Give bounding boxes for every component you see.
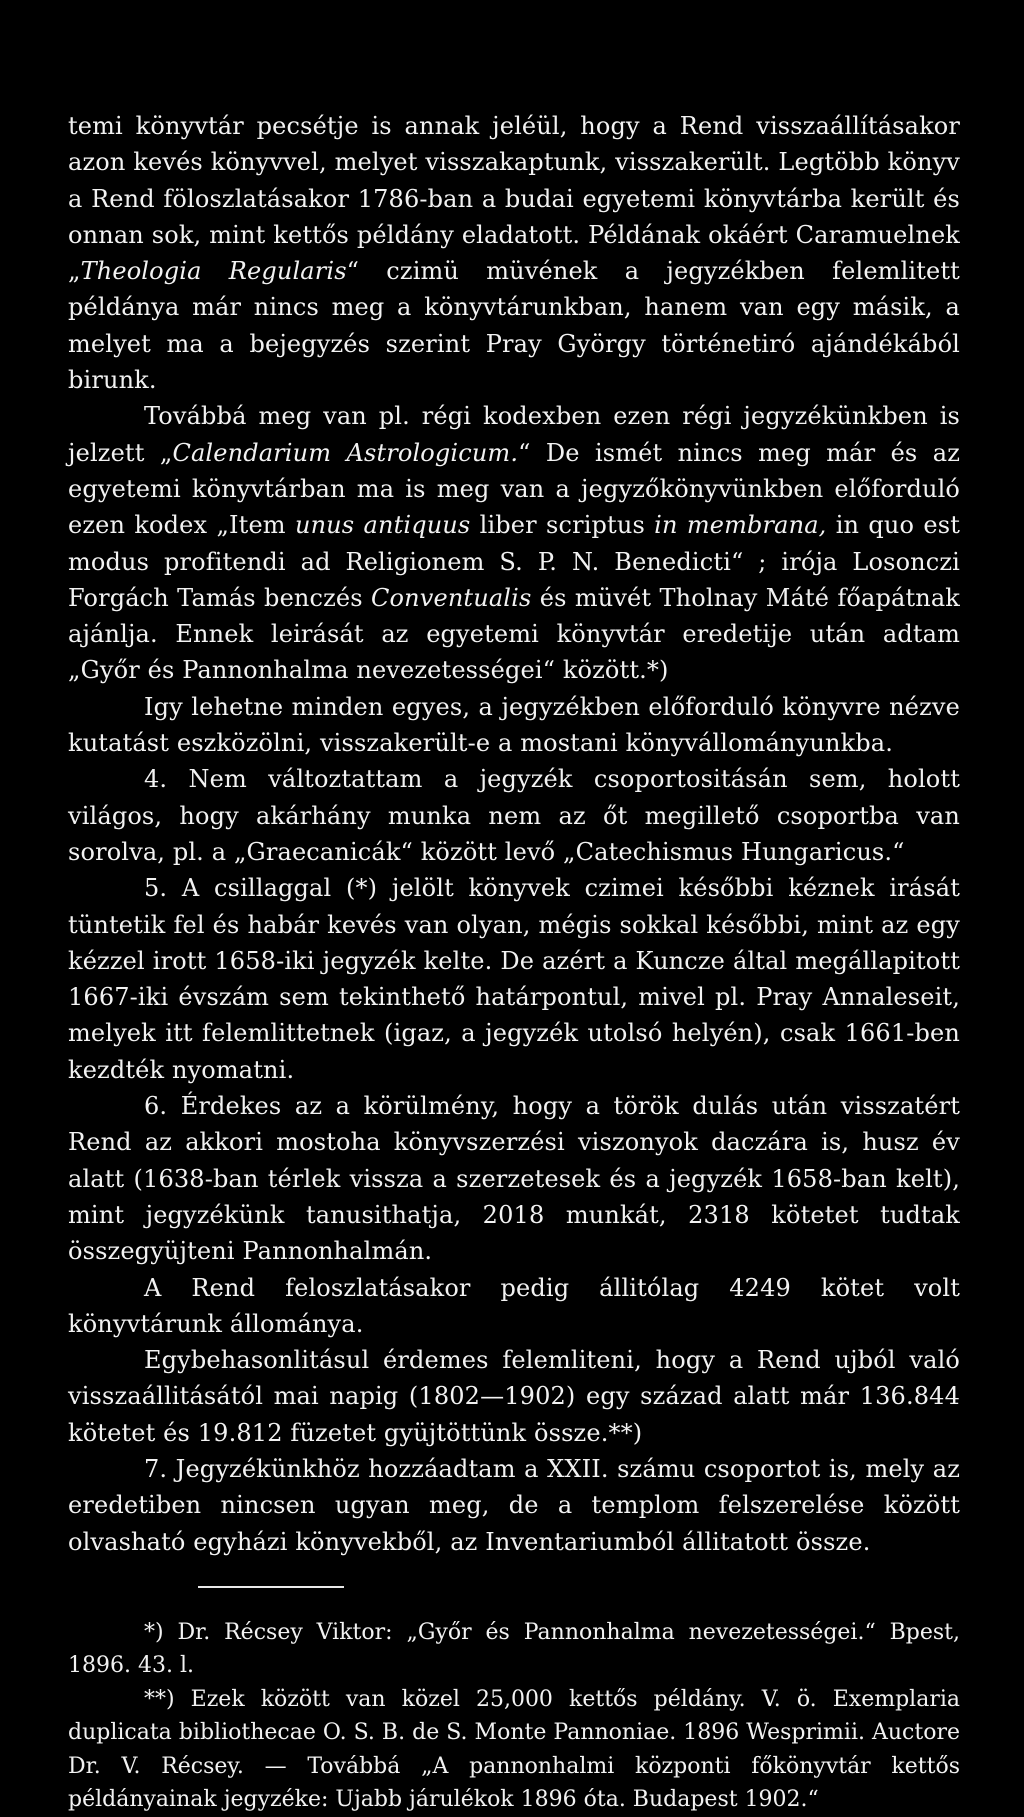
main-text — [68, 108, 960, 1560]
paragraph-point-6: 6. Érdekes az a körülmény, hogy a török dulás után visszatért Rend az akkori mostoha könyvszerzési viszonyok daczára is, husz év alatt (1638-ban térlek vissza a szerzetesek és a jegyzék 1658-ban kelt), mint jegyzékünk tanusithatja, 2018 munkát, 2318 kötetet tudtak összegyüjteni Pannonhalmán. — [68, 1092, 960, 1266]
paragraph-dissolution: A Rend feloszlatásakor pedig állitólag 4249 kötet volt könyvtárunk állománya. — [68, 1273, 960, 1338]
latin-conventualis: Conventualis — [371, 583, 532, 612]
paragraph-point-4: 4. Nem változtattam a jegyzék csoportositásán sem, holott világos, hogy akárhány munka nem az őt megillető csoportba van sorolva, pl. a „Graecanicák“ között levő „Catechismus Hungaricus.“ — [68, 765, 960, 866]
paragraph-research: Igy lehetne minden egyes, a jegyzékben előforduló könyvre nézve kutatást eszközölni, visszakerült-e a mostani könyvállományunkba. — [68, 692, 960, 758]
title-theologia-regularis: Theologia Regularis — [80, 257, 347, 286]
paragraph-library-seal: temi könyvtár pecsétje is annak jeléül, hogy a Rend visszaállításakor azon kevés könyvvel, melyet visszakaptunk, visszakerült. Legtöbb könyv a Rend föloszlatásakor 1786-ban a budai egyetemi könyvtárba került és onnan sok, mint kettős példány eladatott. Példának okáért Caramuelnek „Theologia Regularis“ czimü müvének a jegyzékben felemlitett példánya már nincs meg a könyvtárunkban, hanem van egy másik, a melyet ma a bejegyzés szerint Pray György történetiró ajándékából birunk. — [68, 112, 960, 395]
paragraph-point-7: 7. Jegyzékünkhöz hozzáadtam a XXII. számu csoportot is, mely az eredetiben nincsen ugyan meg, de a templom felszerelése között olvasható egyházi könyvekből, az Inventariumból állitatott össze. — [68, 1454, 960, 1556]
paragraph-point-5: 5. A csillaggal (*) jelölt könyvek czimei későbbi kéznek irását tüntetik fel és habár kevés van olyan, mégis sokkal későbbi, mint az egy kézzel irott 1658-iki jegyzék kelte. De azért a Kuncze által megállapitott 1667-iki évszám sem tekinthető határpontul, mivel pl. Pray Annaleseit, melyek itt felemlittetnek (igaz, a jegyzék utolsó helyén), csak 1661-ben kezdték nyomatni. — [68, 874, 960, 1084]
paragraph-calendarium: Továbbá meg van pl. régi kodexben ezen régi jegyzékünkben is jelzett „Calendarium Astrologicum.“ De ismét nincs meg már és az egyetemi könyvtárban ma is meg van a jegyzőkönyvünkben előforduló ezen kodex „Item unus antiquus liber scriptus in membrana, in quo est modus profitendi ad Religionem S. P. N. Benedicti“ ; irója Losonczi Forgách Tamás benczés Conventualis és müvét Tholnay Máté főapátnak ajánlja. Ennek leirását az egyetemi könyvtár eredetije után adtam „Győr és Pannonhalma nevezetességei“ között.*) — [68, 402, 961, 685]
latin-in-membrana: in membrana, — [654, 511, 827, 540]
title-calendarium-astrologicum: Calendarium Astrologicum. — [172, 438, 519, 467]
footnote-2: **) Ezek között van közel 25,000 kettős példány. V. ö. Exemplaria duplicata bibliothecae O. S. B. de S. Monte Pannoniae. 1896 Wesprimii. Auctore Dr. V. Récsey. — Továbbá „A pannonhalmi központi főkönyvtár kettős példányainak jegyzéke: Ujabb járulékok 1896 óta. Budapest 1902.“ — [68, 1686, 960, 1813]
paragraph-comparison: Egybehasonlitásul érdemes felemliteni, hogy a Rend ujból való visszaállitásától mai napig (1802—1902) egy század alatt már 136.844 kötetet és 19.812 füzetet gyüjtöttünk össze.**) — [68, 1346, 960, 1447]
latin-unus-antiquus: unus antiquus — [294, 511, 471, 540]
footnote-divider — [198, 1586, 344, 1588]
footnotes — [68, 1616, 960, 1817]
footnote-1: *) Dr. Récsey Viktor: „Győr és Pannonhalma nevezetességei.“ Bpest, 1896. 43. l. — [68, 1619, 960, 1679]
